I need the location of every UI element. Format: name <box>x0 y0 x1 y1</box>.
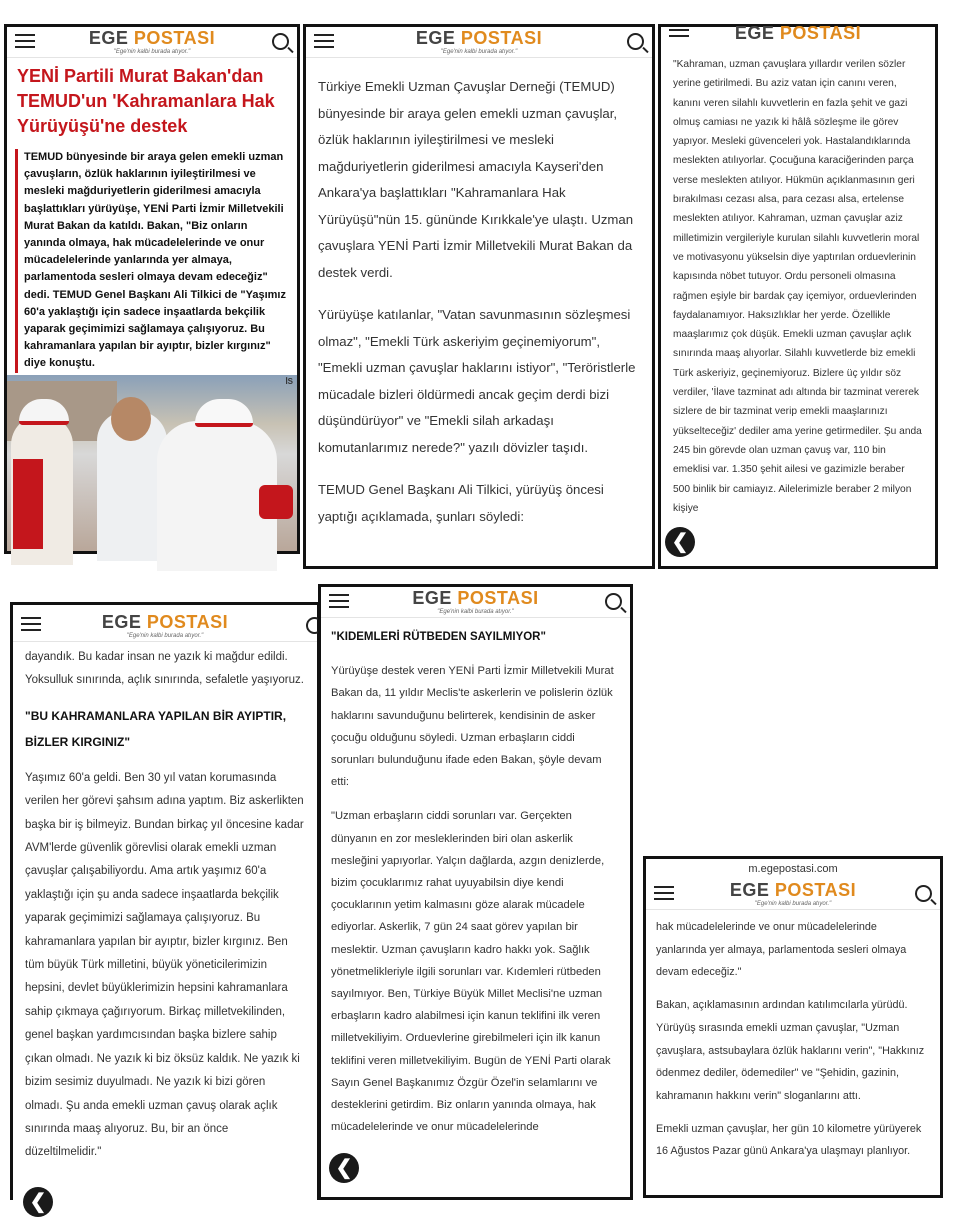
article-paragraph: TEMUD Genel Başkanı Ali Tilkici, yürüyüş öncesi yaptığı açıklamada, şunları söyledi: <box>318 482 604 524</box>
article-subheading: "BU KAHRAMANLARA YAPILAN BİR AYIPTIR, BİZLER KIRGINIZ" <box>25 708 287 749</box>
search-icon[interactable] <box>915 885 932 902</box>
article-paragraph: Emekli uzman çavuşlar, her gün 10 kilometre yürüyerek 16 Ağustos Pazar günü Ankara'ya ulaşmayı planlıyor. <box>656 1122 922 1158</box>
site-logo[interactable]: EGE POSTASI <box>734 23 862 43</box>
site-logo[interactable]: EGE POSTASI "Ege'nin kalbi burada atıyor." <box>412 588 539 615</box>
site-logo[interactable]: EGE POSTASI "Ege'nin kalbi burada atıyor." <box>415 28 543 55</box>
chevron-left-icon: ❮ <box>335 1157 353 1179</box>
back-button[interactable] <box>329 1153 359 1183</box>
search-icon[interactable] <box>605 593 622 610</box>
person-left-scarf <box>13 459 43 549</box>
browser-url-bar[interactable]: m.egepostasi.com <box>646 859 940 879</box>
article-panel-2 <box>303 24 655 569</box>
article-paragraph: Yaşımız 60'a geldi. Ben 30 yıl vatan korumasında verilen her görevi şahsım adına yaptım. Biz askerlikten başka bir iş bilmeyiz. Bundan birkaç yıl öncesine kadar AVM'lerde güvenlik görevlisi olarak emekli uzman çavuşlar çalışabiliyordu. Ama artık yaşımız 60'a yaklaştığı için şu anda sadece inşaatlarda bekçilik yaparak geçimimizi sağlamaya çalışıyoruz. Bu kahramanlara yapılan bir ayıptır, bizler kırgınız. Ben tüm büyük Türk milletini, büyük yöneticilerimizin hepsini, devlet büyüklerimizin hepsini kahramanlara sahip çıkmaya çağırıyorum. Birkaç milletvekilinden, genel başkan yardımcısından başka bizlere sahip çıkan olmadı. Ne yazık ki biz öksüz kaldık. Ne yazık ki bizim sesimiz duyulmadı. Ne yazık ki bizi gören olmadı. Şu anda emekli uzman çavuş olarak açlık sınırında maaş alıyoruz. Bu, bir an önce düzeltilmelidir." <box>25 771 304 1159</box>
site-header <box>646 879 940 910</box>
site-logo[interactable]: EGE POSTASI "Ege'nin kalbi burada atıyor." <box>101 612 229 639</box>
search-icon[interactable] <box>272 33 289 50</box>
back-button[interactable] <box>665 527 695 557</box>
search-icon[interactable] <box>627 33 644 50</box>
microphone <box>259 485 293 519</box>
article-body <box>13 642 317 1165</box>
person-middle-head <box>111 397 151 441</box>
site-header <box>321 587 630 618</box>
article-paragraph: Yürüyüşe katılanlar, "Vatan savunmasının sözleşmesi olmaz", "Emekli Türk askeriyim geçinemiyorum", "Emekli uzman çavuşlar haklarını istiyor", "Teröristlerle mücadale bizleri öldürmedi ancak geçim derdi bizi düşündürüyor" ve "Emekli silah arkadaşı komutanlarımız nerede?" yazılı dövizler taşıdı. <box>318 307 636 455</box>
article-paragraph: dayandık. Bu kadar insan ne yazık ki mağdur edildi. Yoksulluk sınırında, açlık sınırında, sefaletle yaşıyoruz. <box>25 651 304 687</box>
site-header <box>661 23 935 45</box>
article-summary: TEMUD bünyesinde bir araya gelen emekli uzman çavuşların, özlük haklarının iyileştirilmesi ve mesleki mağduriyetlerin giderilmesi amacıyla başlattıkları yürüyüşe, YENİ Parti İzmir Milletvekili Murat Bakan da katıldı. Bakan, "Biz onların yanında olmaya, hak mücadelelerinde ve onur mücadelelerinde yanlarında yer almaya, parlamentoda sesleri olmaya devam edeceğiz" dedi. TEMUD Genel Başkanı Ali Tilkici de "Yaşımız 60'a yaklaştığı için sadece inşaatlarda bekçilik yaparak geçimimizi sağlamaya çalışıyoruz. Bu kahramanlara yapılan bir ayıptır, bizler kırgınız" diye konuştu. <box>15 149 289 373</box>
site-logo[interactable]: EGE POSTASI "Ege'nin kalbi burada atıyor." <box>88 28 216 55</box>
article-paragraph: Bakan, açıklamasının ardından katılımcılarla yürüdü. Yürüyüş sırasında emekli uzman çavuşlar, "Uzman çavuşlara, astsubaylara özlük haklarını verin", "Hakkınız ödenmez dediler, ödemediler" ve "Şehidin, gazinin, kahramanın hakkını verin" sloganlarını attı. <box>656 999 925 1102</box>
site-header <box>306 27 652 58</box>
article-paragraph: Türkiye Emekli Uzman Çavuşlar Derneği (TEMUD) bünyesinde bir araya gelen emekli uzman çavuşlar, özlük haklarının iyileştirilmesi ve mesleki mağduriyetlerin giderilmesi amacıyla Kayseri'den Ankara'ya başlattıkları "Kahramanlara Hak Yürüyüşü"nün 15. gününde Kırıkkale'ye ulaştı. Uzman çavuşlara YENİ Parti İzmir Milletvekili Murat Bakan da destek verdi. <box>318 79 634 280</box>
photo-corner-text: İS <box>285 377 293 386</box>
article-paragraph: hak mücadelelerinde ve onur mücadelelerinde yanlarında yer almaya, parlamentoda sesleri olmaya devam edeceğiz." <box>656 921 907 979</box>
article-body <box>646 910 940 1163</box>
article-panel-1 <box>4 24 300 554</box>
article-paragraph: Yürüyüşe destek veren YENİ Parti İzmir Milletvekili Murat Bakan da, 11 yıldır Meclis'te askerlerin ve polislerin özlük haklarını savunduğunu belirterek, kendisinin de asker çocuğu olduğunu söyledi. Uzman erbaşların ciddi sorunları bulunduğunu ifade eden Bakan, şöyle devam etti: <box>331 665 614 789</box>
person-right-cap <box>195 399 253 427</box>
article-photo <box>7 375 297 551</box>
chevron-left-icon: ❮ <box>671 531 689 553</box>
article-body <box>321 618 630 1138</box>
article-panel-4 <box>10 602 320 1213</box>
site-header <box>13 605 317 642</box>
article-panel-5 <box>318 584 633 1200</box>
chevron-left-icon: ❮ <box>29 1191 47 1213</box>
article-body: "Kahraman, uzman çavuşlara yıllardır verilen sözler yerine getirilmedi. Bu aziz vatan için canını veren, kanını veren silahlı kuvvetlerin en fazla şehit ve gazi olmuş camiası ne yazık ki hâlâ sözleşme ile görev yapıyor. Mesleki güvenceleri yok. Hastalandıklarında meslekten atılıyorlar. Çocuğuna karaciğerinden parça verse meslekten atılıyor. Hükmün açıklanmasının geri bırakılması cezası alsa, para cezası alsa, ertelense meslekten atılıyor. Kahraman, uzman çavuşlar aziz milletimizin vergileriyle kurulan silahlı kuvvetlerin moral ve motivasyonu yükselsin diye yaptırılan orduevlerinin kapısında nöbet tutuyor. Ordu personeli olmasına rağmen eşiyle bir bardak çay içemiyor, orduevlerinden faydalanamıyor. Haksızlıklar her yerde. Özellikle maaşlarımız çok düşük. Emekli uzman çavuşlar açlık sınırında maaş alıyorlar. Silahlı kuvvetlerde biz emekli Türk askeriyiz, geçinemiyoruz. Bizlere üç yıldır söz verdiler, 'İlave tazminat adı altında bir tazminat vererek sizlere de bir tazminat verip emekli maaşlarınızı yükselteceğiz' dediler ama yerine getirmediler. Şu anda 245 bin görevde olan uzman çavuş var, 110 bin emeklisi var. 1.350 şehit ailesi ve gazimizle beraber 500 binlik bir camiayız. Ailelerimizle beraber 2 milyon kişiye <box>673 59 922 514</box>
article-paragraph: "Uzman erbaşların ciddi sorunları var. Gerçekten dünyanın en zor mesleklerinden biri olan askerlik mesleğini yapıyorlar. Yalçın dağlarda, azgın denizlerde, bizim çocuklarımız rahat uyuyabilsin diye kendi çocuklarının yetim kalmasını göze alarak mücadele ediyorlar. Askerlik, 7 gün 24 saat görev yapılan bir meslektir. Uzman çavuşların kadro hakkı yok. Sağlık yönetmelikleriyle ilgili sorunları var. Kıdemleri rütbeden sayılmıyor. Ben, Türkiye Büyük Millet Meclisi'ne uzman erbaşların kadro alabilmesi için kanun teklifini ilk veren milletvekiliyim. Orduevlerine girebilmeleri için ilk kanun teklifini veren milletvekiliyim. Bugün de YENİ Parti olarak Sayın Genel Başkanımız Özgür Özel'in selamlarını ve desteklerini getirdim. Biz onların yanında olmaya, hak mücadelelerinde ve onur mücadelelerinde <box>331 810 611 1134</box>
article-panel-6 <box>643 856 943 1198</box>
article-panel-3 <box>658 24 938 569</box>
article-subheading: "KIDEMLERİ RÜTBEDEN SAYILMIYOR" <box>331 631 546 643</box>
article-body <box>306 58 652 530</box>
article-headline: YENİ Partili Murat Bakan'dan TEMUD'un 'Kahramanlara Hak Yürüyüşü'ne destek <box>17 66 275 136</box>
back-button[interactable] <box>23 1187 53 1217</box>
site-logo[interactable]: EGE POSTASI "Ege'nin kalbi burada atıyor." <box>729 880 857 907</box>
site-header <box>7 27 297 58</box>
